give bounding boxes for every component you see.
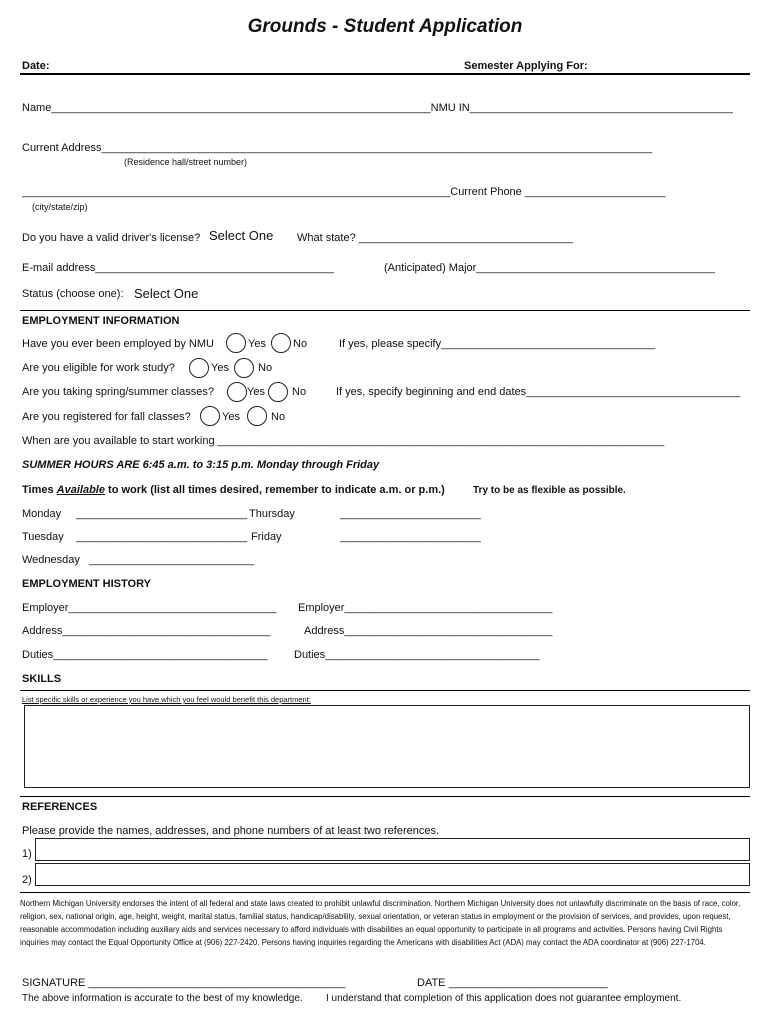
history-heading: EMPLOYMENT HISTORY <box>22 578 151 590</box>
skills-divider <box>20 690 750 691</box>
employer-row-2[interactable] <box>298 602 552 614</box>
major-blank[interactable]: _______________________________________ <box>476 262 715 274</box>
name-blank[interactable]: ______________________________________________________________ <box>51 102 431 114</box>
fall-classes-no-radio[interactable] <box>247 406 267 426</box>
summer-dates-label: If yes, specify beginning and end dates <box>336 386 527 398</box>
fall-classes-yes-label: Yes <box>222 411 240 423</box>
friday-label: Friday <box>251 531 282 543</box>
fall-classes-question: Are you registered for fall classes? <box>22 411 191 423</box>
city-blank[interactable]: ______________________________________________________________________ <box>22 186 451 198</box>
signature-row[interactable] <box>22 977 345 989</box>
friday-blank[interactable]: _______________________ <box>340 531 481 543</box>
skills-heading: SKILLS <box>22 673 62 685</box>
tuesday-label: Tuesday <box>22 531 64 543</box>
duties-row-1[interactable] <box>22 649 267 661</box>
address-label: Current Address <box>22 142 102 154</box>
signature-date-blank[interactable]: __________________________ <box>448 977 608 989</box>
history-address-blank-2[interactable]: __________________________________ <box>344 625 553 637</box>
date-label: Date: <box>22 60 50 72</box>
employed-specify-blank[interactable]: ___________________________________ <box>441 338 656 350</box>
work-study-yes-radio[interactable] <box>189 358 209 378</box>
summer-classes-no-label: No <box>292 386 307 398</box>
employer-row-1[interactable] <box>22 602 276 614</box>
employment-heading: EMPLOYMENT INFORMATION <box>22 315 180 327</box>
summer-hours-note: SUMMER HOURS ARE 6:45 a.m. to 3:15 p.m. Monday through Friday <box>22 459 380 471</box>
nmu-in-blank[interactable]: ___________________________________________ <box>469 102 733 114</box>
signature-label: SIGNATURE <box>22 977 86 989</box>
email-field-row[interactable] <box>22 262 334 274</box>
history-address-label-1: Address <box>22 625 63 637</box>
times-available-word: Available <box>56 484 105 496</box>
reference-1-field[interactable] <box>35 838 750 861</box>
major-field-row[interactable] <box>384 262 715 274</box>
signature-date-label: DATE <box>417 977 446 989</box>
signature-date-row[interactable] <box>417 977 608 989</box>
duties-row-2[interactable] <box>294 649 539 661</box>
nmu-in-label: NMU IN <box>430 102 470 114</box>
accuracy-statement: The above information is accurate to the best of my knowledge. <box>22 993 303 1004</box>
history-address-row-1[interactable] <box>22 625 270 637</box>
work-study-question: Are you eligible for work study? <box>22 362 175 374</box>
nondiscrimination-statement: Northern Michigan University endorses the intent of all federal and state laws created to prohibit unlawful discrimination. Northern Michigan University does not unlawfully discriminate on the basis of race, color, religion, sex, national origin, age, height, weight, marital status, familial status, handicap/disability, sexual orientation, or veteran status in employment or the provision of services, and provides, upon request, reasonable accommodation including auxiliary aids and services necessary to afford individuals with disabilities an equal opportunity to participate in all programs and activities. Persons having Civil Rights inquiries may contact the Equal Opportunity Office at (906) 227-2420. Persons having inquiries regarding the Americans with disabilities Act (ADA) may contact the ADA coordinator at (906) 227-1704. <box>20 899 741 947</box>
summer-classes-yes-label: Yes <box>247 386 265 398</box>
phone-label: Current Phone <box>450 186 522 198</box>
summer-classes-yes-radio[interactable] <box>227 382 247 402</box>
employed-specify-row[interactable] <box>339 338 655 350</box>
email-blank[interactable]: _______________________________________ <box>95 262 334 274</box>
references-divider <box>20 796 750 797</box>
fall-classes-yes-radio[interactable] <box>200 406 220 426</box>
references-prompt: Please provide the names, addresses, and phone numbers of at least two references. <box>22 825 440 837</box>
name-field-row[interactable] <box>22 102 733 114</box>
major-label: (Anticipated) Major <box>384 262 477 274</box>
email-label: E-mail address <box>22 262 96 274</box>
license-label: Do you have a valid driver's license? <box>22 232 201 244</box>
address-hint: (Residence hall/street number) <box>124 157 248 167</box>
state-blank[interactable]: ___________________________________ <box>358 232 573 244</box>
work-study-no-label: No <box>258 362 273 374</box>
start-working-blank[interactable]: _________________________________________________________________________ <box>217 435 665 447</box>
reference-1-label: 1) <box>22 848 32 860</box>
history-address-blank-1[interactable]: __________________________________ <box>62 625 271 637</box>
semester-label: Semester Applying For: <box>464 60 588 72</box>
employer-label-2: Employer <box>298 602 345 614</box>
no-guarantee-statement: I understand that completion of this application does not guarantee employment. <box>326 993 682 1004</box>
tuesday-blank[interactable]: ____________________________ <box>76 531 248 543</box>
flexible-note: Try to be as flexible as possible. <box>473 485 626 496</box>
summer-dates-row[interactable] <box>336 386 740 398</box>
city-phone-row[interactable] <box>22 186 666 198</box>
fall-classes-no-label: No <box>271 411 286 423</box>
employed-nmu-no-radio[interactable] <box>271 333 291 353</box>
address-field-row[interactable] <box>22 142 652 154</box>
employer-blank-2[interactable]: __________________________________ <box>344 602 553 614</box>
skills-textarea[interactable] <box>24 705 750 788</box>
skills-prompt: List specific skills or experience you have which you feel would benefit this department: <box>22 695 311 704</box>
status-label: Status (choose one): <box>22 288 124 300</box>
reference-2-field[interactable] <box>35 863 750 886</box>
work-study-yes-label: Yes <box>211 362 229 374</box>
employer-blank-1[interactable]: __________________________________ <box>68 602 277 614</box>
form-title: Grounds - Student Application <box>247 16 523 37</box>
disclaimer-divider <box>20 892 750 893</box>
duties-blank-1[interactable]: ___________________________________ <box>53 649 268 661</box>
phone-blank[interactable]: _______________________ <box>524 186 666 198</box>
employed-specify-label: If yes, please specify <box>339 338 442 350</box>
city-hint: (city/state/zip) <box>32 202 88 212</box>
history-address-label-2: Address <box>304 625 345 637</box>
times-available-heading <box>22 484 445 496</box>
name-label: Name <box>22 102 52 114</box>
duties-blank-2[interactable]: ___________________________________ <box>325 649 540 661</box>
duties-label-1: Duties <box>22 649 54 661</box>
times-prefix: Times <box>22 484 57 496</box>
summer-classes-question: Are you taking spring/summer classes? <box>22 386 214 398</box>
address-blank[interactable]: __________________________________________________________________________________________ <box>101 142 653 154</box>
summer-classes-no-radio[interactable] <box>268 382 288 402</box>
start-working-row[interactable] <box>22 435 664 447</box>
times-suffix: to work (list all times desired, remember to indicate a.m. or p.m.) <box>104 484 445 496</box>
employer-label-1: Employer <box>22 602 69 614</box>
wednesday-label: Wednesday <box>22 554 80 566</box>
wednesday-blank[interactable]: ___________________________ <box>89 554 255 566</box>
employed-nmu-no-label: No <box>293 338 308 350</box>
employment-divider <box>20 310 750 311</box>
state-label: What state? <box>297 232 356 244</box>
history-address-row-2[interactable] <box>304 625 552 637</box>
references-heading: REFERENCES <box>22 801 98 813</box>
state-field-row[interactable] <box>297 232 573 244</box>
header-divider <box>20 73 750 75</box>
thursday-label: Thursday <box>249 508 295 520</box>
employed-nmu-yes-label: Yes <box>248 338 266 350</box>
monday-blank[interactable]: ____________________________ <box>76 508 248 520</box>
monday-label: Monday <box>22 508 62 520</box>
work-study-no-radio[interactable] <box>234 358 254 378</box>
employed-nmu-question: Have you ever been employed by NMU <box>22 338 214 350</box>
start-working-label: When are you available to start working <box>22 435 215 447</box>
thursday-blank[interactable]: _______________________ <box>340 508 481 520</box>
employed-nmu-yes-radio[interactable] <box>226 333 246 353</box>
signature-blank[interactable]: __________________________________________ <box>88 977 346 989</box>
status-select[interactable]: Select One <box>134 286 199 301</box>
reference-2-label: 2) <box>22 874 32 886</box>
duties-label-2: Duties <box>294 649 326 661</box>
license-select[interactable]: Select One <box>209 228 274 243</box>
summer-dates-blank[interactable]: ___________________________________ <box>526 386 741 398</box>
